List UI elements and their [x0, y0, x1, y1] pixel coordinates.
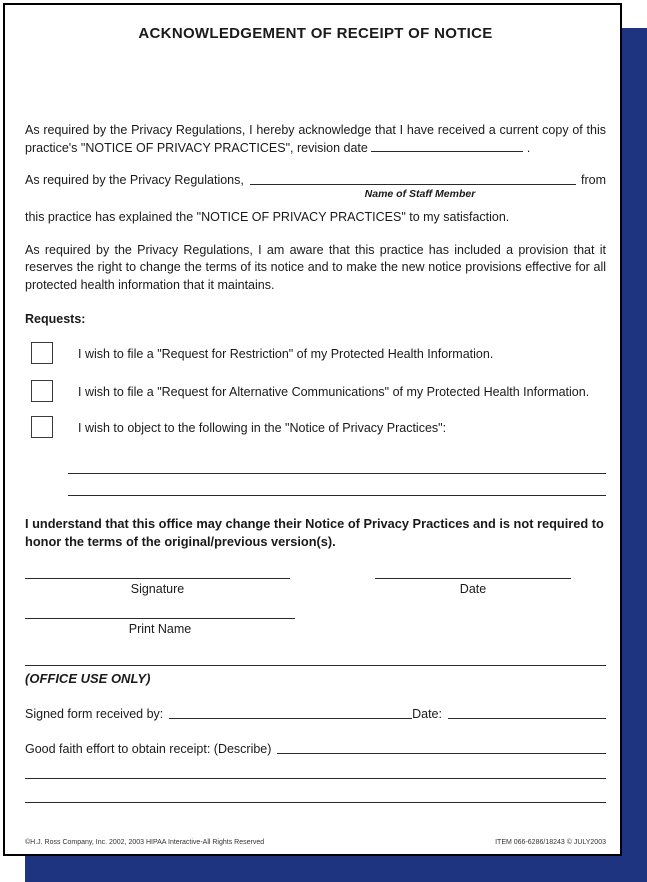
- form-page: [3, 3, 622, 856]
- request-objection-row: [25, 416, 606, 438]
- office-section-divider: [25, 665, 606, 666]
- signature-column: [25, 578, 290, 596]
- request-restriction-label: I wish to file a "Request for Restriction" of my Protected Health Information.: [78, 347, 494, 361]
- staff-name-caption: Name of Staff Member: [364, 188, 476, 200]
- revision-date-field[interactable]: [371, 140, 523, 152]
- paragraph-receipt-text: As required by the Privacy Regulations, I hereby acknowledge that I have received a current copy of this practice's "NOTICE OF PRIVACY PRACTICES", revision date: [25, 123, 606, 155]
- page-footer: [25, 839, 606, 846]
- objection-detail-line-2[interactable]: [68, 474, 606, 496]
- staff-line-prefix: As required by the Privacy Regulations,: [25, 173, 244, 187]
- date-label: Date: [459, 582, 487, 596]
- request-objection-checkbox[interactable]: [31, 416, 53, 438]
- signature-label: Signature: [130, 582, 185, 596]
- request-alt-communications-label: I wish to file a "Request for Alternative Communications" of my Protected Health Information.: [78, 385, 590, 399]
- signature-date-row: [25, 578, 606, 596]
- signature-field[interactable]: [25, 578, 290, 579]
- paragraph-receipt-acknowledgement: [25, 122, 606, 157]
- good-faith-continuation-line-1[interactable]: [25, 778, 606, 779]
- paragraph-staff-explained: [25, 173, 606, 187]
- paragraph-satisfaction: this practice has explained the "NOTICE OF PRIVACY PRACTICES" to my satisfaction.: [25, 210, 510, 224]
- request-alt-communications-row: [25, 380, 606, 402]
- good-faith-field[interactable]: [277, 742, 606, 754]
- office-date-label: Date:: [412, 707, 442, 721]
- requests-heading: Requests:: [25, 312, 86, 326]
- office-use-heading: (OFFICE USE ONLY): [25, 671, 151, 686]
- good-faith-label: Good faith effort to obtain receipt: (Describe): [25, 742, 272, 756]
- paragraph-receipt-period: .: [526, 140, 531, 155]
- received-by-label: Signed form received by:: [25, 707, 164, 721]
- request-restriction-checkbox[interactable]: [31, 342, 53, 364]
- received-by-row: [25, 707, 606, 721]
- print-name-field[interactable]: [25, 618, 295, 619]
- print-name-label: Print Name: [128, 622, 192, 636]
- staff-name-field[interactable]: [250, 173, 576, 185]
- paragraph-provision: As required by the Privacy Regulations, I am aware that this practice has included a provision that it reserves the right to change the terms of its notice and to make the new notice provisions effective for all protected health information that it maintains.: [25, 242, 606, 292]
- good-faith-row: [25, 742, 606, 756]
- objection-detail-line-1[interactable]: [68, 452, 606, 474]
- request-alt-communications-checkbox[interactable]: [31, 380, 53, 402]
- print-name-column: [25, 618, 295, 636]
- date-column: [375, 578, 571, 596]
- change-policy-statement: I understand that this office may change their Notice of Privacy Practices and is not required to honor the terms of the original/previous version(s).: [25, 516, 604, 549]
- form-title: ACKNOWLEDGEMENT OF RECEIPT OF NOTICE: [138, 25, 493, 42]
- received-by-field[interactable]: [169, 707, 412, 719]
- office-date-field[interactable]: [448, 707, 606, 719]
- copyright-text: ©H.J. Ross Company, Inc. 2002, 2003 HIPAA Interactive-All Rights Reserved: [25, 839, 265, 846]
- request-restriction-row: [25, 342, 606, 364]
- item-number-text: ITEM 066-6286/18243 © JULY2003: [495, 839, 606, 846]
- date-field[interactable]: [375, 578, 571, 579]
- good-faith-continuation-line-2[interactable]: [25, 802, 606, 803]
- request-objection-label: I wish to object to the following in the "Notice of Privacy Practices":: [78, 421, 447, 435]
- staff-line-suffix: from: [581, 173, 606, 187]
